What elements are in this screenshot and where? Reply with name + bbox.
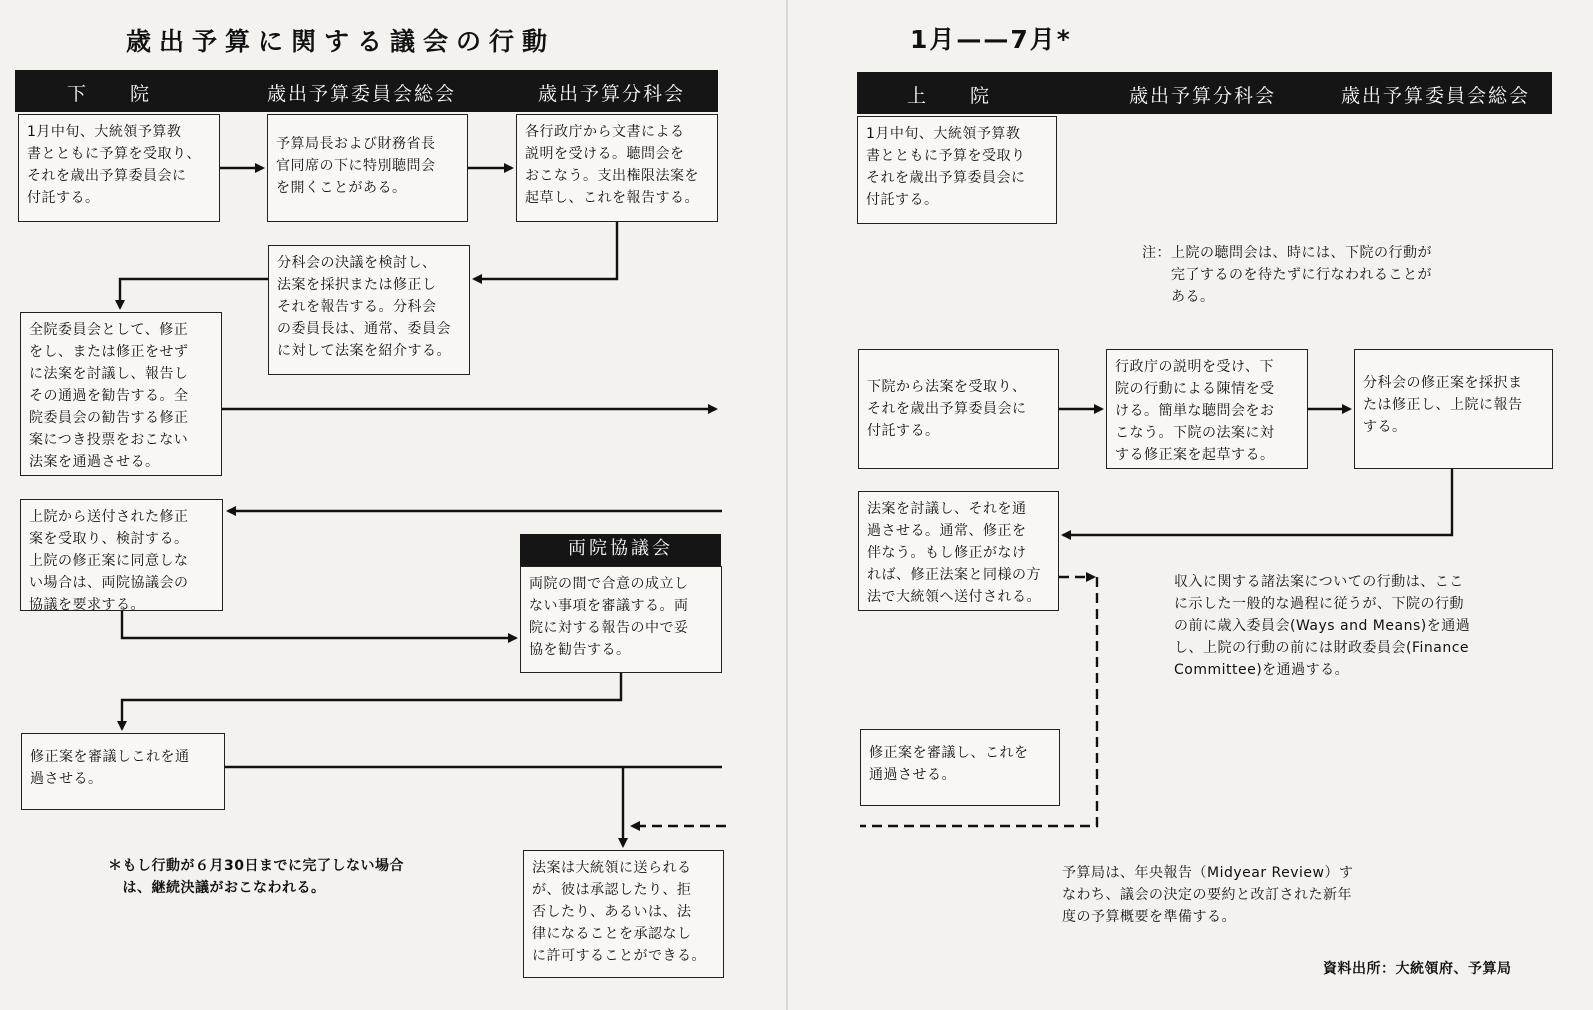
header-senate-subcommittee: 歳出予算分科会 <box>1129 85 1277 107</box>
source-credit: 資料出所：大統領府、予算局 <box>1323 961 1512 977</box>
arrow-subcommittee-to-review <box>474 222 617 279</box>
senate-hearing-note: 注：上院の聴問会は、時には、下院の行動が 完了するのを待たずに行なわれることが ある。 <box>1142 245 1432 305</box>
revenue-bills-note: 収入に関する諸法案についての行動は、ここ に示した一般的な過程に従うが、下院の行動 の前に歳入委員会(Ways and Means)を通過 し、上院の行動の前には財政委員会(Finance Committee)を通過する。 <box>1174 574 1471 678</box>
president-box: 法案は大統領に送られる が、彼は承認したり、拒 否したり、あるいは、法 律になることを承認なし に許可することができる。 <box>523 850 724 978</box>
header-house-of-representatives: 下 院 <box>67 83 152 105</box>
arrow-review-to-whole <box>120 279 268 308</box>
receive-house-bill-box: 下院から法案を受取り、 それを歳出予算委員会に 付託する。 <box>858 349 1059 469</box>
house-receive-budget-box: 1月中旬、大統領予算教 書とともに予算を受取り、 それを歳出予算委員会に 付託する。 <box>18 114 220 222</box>
header-senate: 上 院 <box>907 85 992 107</box>
midyear-review-note: 予算局は、年央報告（Midyear Review）す なわち、議会の決定の要約と改訂された新年 度の予算概要を準備する。 <box>1062 865 1354 925</box>
review-subcommittee-box: 分科会の決議を検討し、 法案を採択または修正し それを報告する。分科会 の委員長は、通常、委員会 に対して法案を紹介する。 <box>268 245 470 375</box>
joint-conference-header: 両院協議会 <box>520 534 721 566</box>
senate-amendment-box: 上院から送付された修正 案を受取り、検討する。 上院の修正案に同意しな い場合は、両院協議会の 協議を要求する。 <box>20 499 223 611</box>
committee-of-whole-box: 全院委員会として、修正 をし、または修正をせず に法案を討議し、報告し その通過を勧告する。全 院委員会の勧告する修正 案につき投票をおこない 法案を通過させる。 <box>20 312 222 476</box>
adopt-amendment-box: 分科会の修正案を採択ま たは修正し、上院に報告 する。 <box>1354 349 1553 469</box>
line-dashed-return <box>860 577 1097 826</box>
header-appropriations-subcommittee: 歳出予算分科会 <box>538 83 686 105</box>
senate-receive-budget-box: 1月中旬、大統領予算教 書とともに予算を受取り それを歳出予算委員会に 付託する。 <box>857 116 1057 224</box>
arrow-to-joint-conference <box>122 611 516 638</box>
arrow-committee-to-debate <box>1063 469 1452 535</box>
arrow-joint-to-house-pass <box>122 673 621 729</box>
special-hearing-box: 予算局長および財務省長 官同席の下に特別聴問会 を開くことがある。 <box>267 114 468 222</box>
senate-subcommittee-hearing-box: 行政庁の説明を受け、下 院の行動による陳情を受 ける。簡単な聴問会をお こなう。下院の法案に対 する修正案を起草する。 <box>1106 349 1308 469</box>
subcommittee-explanation-box: 各行政庁から文書による 説明を受ける。聴問会を おこなう。支出権限法案を 起草し、これを報告する。 <box>516 114 718 222</box>
senate-pass-amendment-box: 修正案を審議し、これを 通過させる。 <box>860 729 1060 806</box>
left-page-title: 歳出予算に関する議会の行動 <box>126 27 556 56</box>
right-page-title: 1月——7月* <box>910 25 1072 54</box>
header-appropriations-committee: 歳出予算委員会総会 <box>267 83 457 105</box>
joint-conference-box: 両院の間で合意の成立し ない事項を審議する。両 院に対する報告の中で妥 協を勧告する。 <box>520 566 722 673</box>
header-senate-committee: 歳出予算委員会総会 <box>1341 85 1531 107</box>
senate-debate-pass-box: 法案を討議し、それを通 過させる。通常、修正を 伴なう。もし修正がなけ れば、修正法案と同様の方 法で大統領へ送付される。 <box>858 491 1059 611</box>
continuing-resolution-footnote: ＊もし行動が６月30日までに完了しない場合 は、継続決議がおこなわれる。 <box>108 858 404 896</box>
house-pass-amendment-box: 修正案を審議しこれを通 過させる。 <box>21 733 225 810</box>
